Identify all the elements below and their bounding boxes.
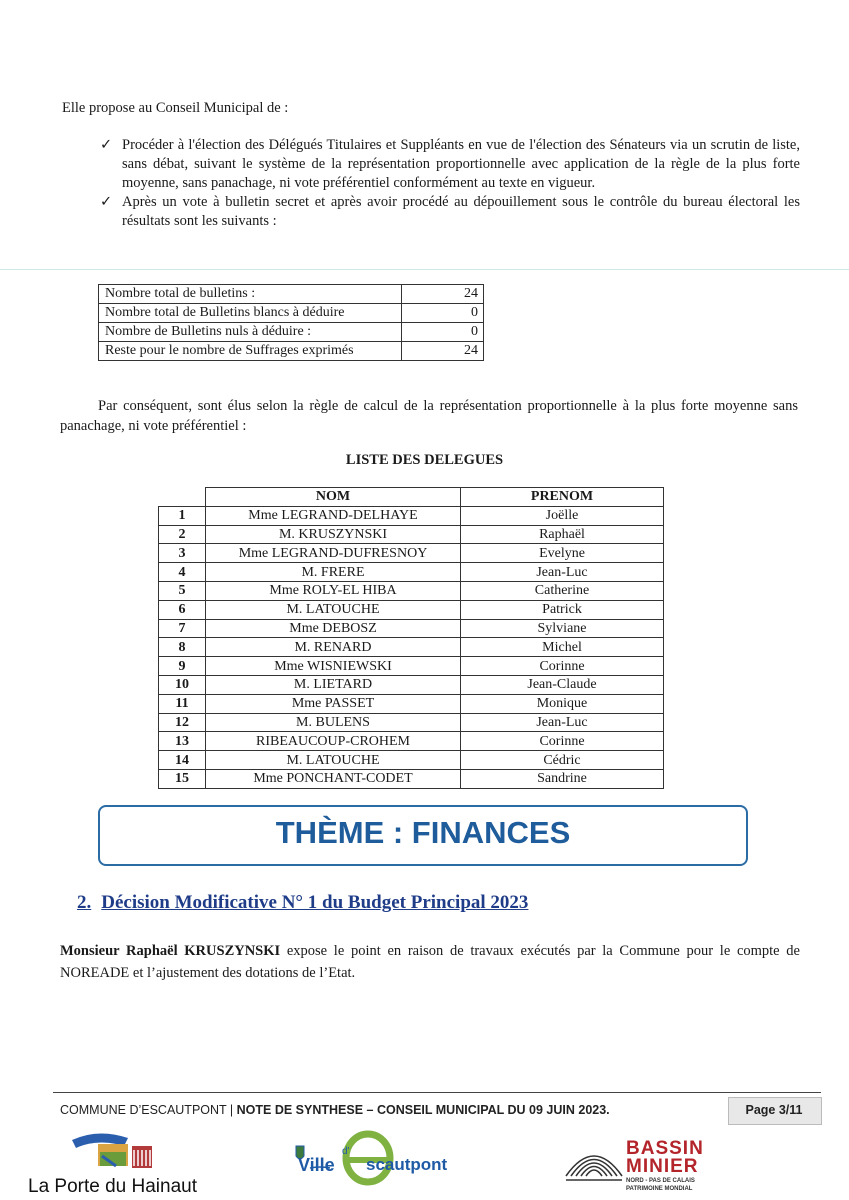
bassin-label: BASSIN (626, 1138, 704, 1159)
delegate-number: 11 (159, 694, 206, 713)
delegate-number: 8 (159, 638, 206, 657)
section-number: 2. (77, 892, 92, 913)
delegate-nom: Mme WISNIEWSKI (206, 657, 461, 676)
theme-title: THÈME : FINANCES (275, 815, 571, 850)
table-row (159, 619, 664, 638)
delegate-number: 5 (159, 581, 206, 600)
footer-text (60, 1103, 610, 1117)
tally-value: 24 (402, 342, 484, 361)
header-nom: NOM (206, 488, 461, 507)
region-label: NORD - PAS DE CALAIS (626, 1178, 695, 1184)
delegate-number: 1 (159, 506, 206, 525)
delegate-nom: Mme PASSET (206, 694, 461, 713)
delegate-prenom: Corinne (461, 657, 664, 676)
delegate-number: 10 (159, 675, 206, 694)
intro-text: Elle propose au Conseil Municipal de : (62, 100, 289, 116)
bullet-text: Procéder à l'élection des Délégués Titulaires et Suppléants en vue de l'élection des Sénateurs via un scrutin de liste, sans débat, suivant le système de la représentation proportionnelle avec application de la règle de la plus forte moyenne, sans panachage, ni vote préférentiel conformément au texte en vigueur. (122, 137, 800, 191)
table-row (99, 342, 484, 361)
table-row (159, 675, 664, 694)
footer-divider (53, 1092, 821, 1093)
delegates-table (158, 487, 664, 789)
footer-commune: COMMUNE D’ESCAUTPONT | (60, 1103, 237, 1117)
bullet-item (100, 193, 800, 231)
bullet-list (100, 136, 800, 231)
delegate-nom: M. RENARD (206, 638, 461, 657)
delegate-number: 3 (159, 544, 206, 563)
delegate-nom: M. BULENS (206, 713, 461, 732)
table-row (159, 563, 664, 582)
porte-du-hainaut-label: La Porte du Hainaut (28, 1176, 198, 1197)
speaker-name: Monsieur Raphaël KRUSZYNSKI (60, 943, 281, 959)
delegate-prenom: Sylviane (461, 619, 664, 638)
delegate-nom: M. KRUSZYNSKI (206, 525, 461, 544)
table-row (159, 769, 664, 788)
table-row (159, 657, 664, 676)
header-prenom: PRENOM (461, 488, 664, 507)
delegate-prenom: Sandrine (461, 769, 664, 788)
section-title-text: Décision Modificative N° 1 du Budget Principal 2023 (101, 892, 529, 913)
header-blank (159, 488, 206, 507)
delegate-number: 14 (159, 751, 206, 770)
table-header-row (159, 488, 664, 507)
delegate-nom: Mme LEGRAND-DUFRESNOY (206, 544, 461, 563)
delegate-nom: M. LIETARD (206, 675, 461, 694)
tally-value: 0 (402, 304, 484, 323)
divider (0, 269, 849, 270)
delegate-nom: Mme ROLY-EL HIBA (206, 581, 461, 600)
tally-value: 24 (402, 285, 484, 304)
delegate-number: 7 (159, 619, 206, 638)
bassin-minier-logo (562, 1136, 627, 1191)
page-number: Page 3/11 (745, 1103, 803, 1117)
delegate-prenom: Corinne (461, 732, 664, 751)
table-row (159, 638, 664, 657)
ville-d: d' (342, 1146, 350, 1157)
delegate-number: 9 (159, 657, 206, 676)
table-row (159, 525, 664, 544)
table-row (159, 694, 664, 713)
delegate-number: 13 (159, 732, 206, 751)
footer-note: NOTE DE SYNTHESE – CONSEIL MUNICIPAL DU 09 JUIN 2023. (236, 1103, 610, 1117)
table-row (99, 304, 484, 323)
delegate-prenom: Patrick (461, 600, 664, 619)
ville-name: scautpont (366, 1155, 448, 1174)
delegate-prenom: Joëlle (461, 506, 664, 525)
delegate-nom: RIBEAUCOUP-CROHEM (206, 732, 461, 751)
table-row (159, 732, 664, 751)
delegate-prenom: Monique (461, 694, 664, 713)
table-row (159, 581, 664, 600)
bullet-item (100, 136, 800, 193)
delegate-prenom: Michel (461, 638, 664, 657)
consequence-text: Par conséquent, sont élus selon la règle de calcul de la représentation proportionnelle à la plus forte moyenne sans panachage, ni vote préférentiel : (60, 398, 798, 434)
delegate-prenom: Raphaël (461, 525, 664, 544)
bullet-text: Après un vote à bulletin secret et après avoir procédé au dépouillement sous le contrôle du bureau électoral les résultats sont les suivants : (122, 194, 800, 229)
table-row (159, 544, 664, 563)
delegate-nom: M. FRERE (206, 563, 461, 582)
table-row (159, 506, 664, 525)
delegate-number: 12 (159, 713, 206, 732)
delegate-nom: M. LATOUCHE (206, 751, 461, 770)
tally-label: Nombre total de Bulletins blancs à déduire (99, 304, 402, 323)
checkmark-icon: ✓ (100, 194, 113, 210)
delegate-prenom: Cédric (461, 751, 664, 770)
tally-label: Reste pour le nombre de Suffrages exprimés (99, 342, 402, 361)
table-row (99, 323, 484, 342)
delegate-nom: Mme DEBOSZ (206, 619, 461, 638)
decision-paragraph (60, 940, 800, 984)
minier-label: MINIER (626, 1156, 699, 1177)
tally-label: Nombre de Bulletins nuls à déduire : (99, 323, 402, 342)
section-title (77, 892, 528, 914)
ville-prefix: Ville (298, 1155, 335, 1175)
delegate-number: 4 (159, 563, 206, 582)
tally-table (98, 284, 484, 361)
tally-value: 0 (402, 323, 484, 342)
table-row (159, 713, 664, 732)
table-row (99, 285, 484, 304)
delegate-number: 15 (159, 769, 206, 788)
delegate-prenom: Jean-Luc (461, 563, 664, 582)
table-row (159, 751, 664, 770)
tally-label: Nombre total de bulletins : (99, 285, 402, 304)
delegate-prenom: Catherine (461, 581, 664, 600)
delegate-prenom: Jean-Luc (461, 713, 664, 732)
delegate-nom: Mme LEGRAND-DELHAYE (206, 506, 461, 525)
delegate-number: 6 (159, 600, 206, 619)
delegate-nom: Mme PONCHANT-CODET (206, 769, 461, 788)
decision-text: expose le point en raison de travaux exécutés par la Commune pour le compte de NOREADE et l’ajustement des dotations de l’Etat. (60, 943, 800, 981)
delegate-prenom: Evelyne (461, 544, 664, 563)
delegate-nom: M. LATOUCHE (206, 600, 461, 619)
delegate-number: 2 (159, 525, 206, 544)
delegate-prenom: Jean-Claude (461, 675, 664, 694)
list-title: LISTE DES DELEGUES (345, 452, 504, 468)
table-row (159, 600, 664, 619)
checkmark-icon: ✓ (100, 137, 113, 153)
patrimoine-label: PATRIMOINE MONDIAL (626, 1186, 693, 1192)
